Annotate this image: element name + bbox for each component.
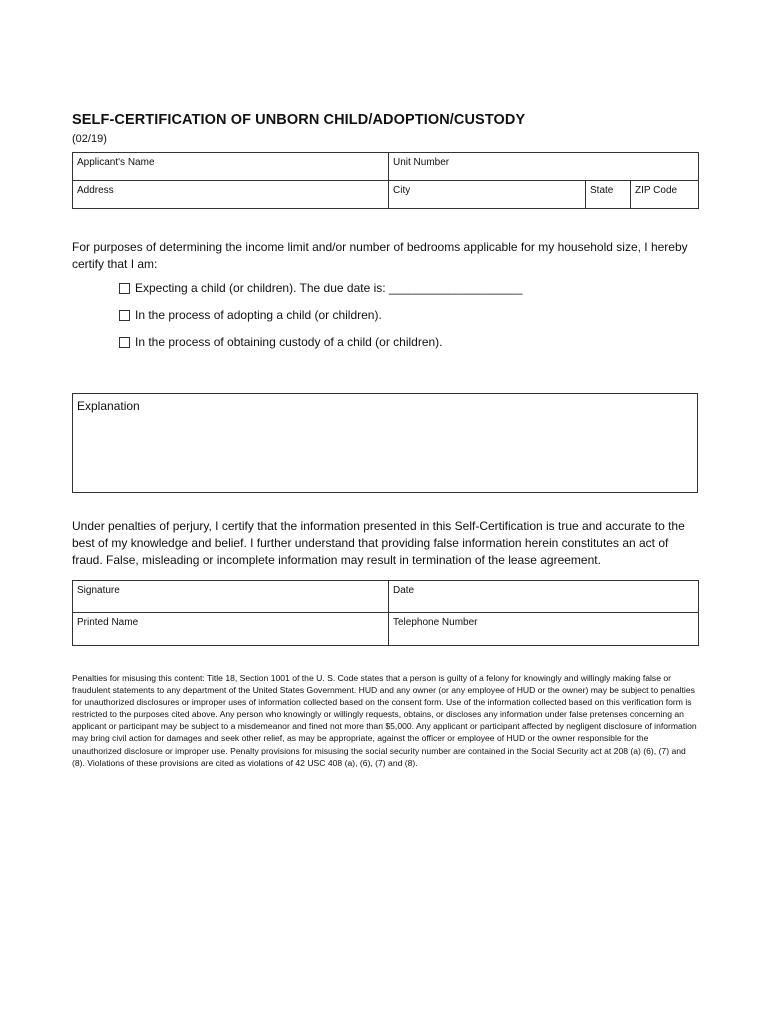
form-title: SELF-CERTIFICATION OF UNBORN CHILD/ADOPTION/CUSTODY xyxy=(72,112,526,128)
option-expecting-child[interactable] xyxy=(119,281,698,308)
date-label: Date xyxy=(393,585,415,596)
address-label: Address xyxy=(77,185,114,196)
applicant-name-field[interactable] xyxy=(73,153,389,181)
option-adopting-label: In the process of adopting a child (or children). xyxy=(135,308,382,322)
signature-label: Signature xyxy=(77,585,120,596)
option-adopting-child[interactable] xyxy=(119,308,698,335)
form-revision: (02/19) xyxy=(72,133,107,145)
certification-options xyxy=(119,281,698,362)
option-custody-label: In the process of obtaining custody of a child (or children). xyxy=(135,335,443,349)
option-custody-child[interactable] xyxy=(119,335,698,362)
telephone-number-label: Telephone Number xyxy=(393,617,478,628)
telephone-number-field[interactable] xyxy=(389,613,699,646)
state-field[interactable] xyxy=(586,181,631,209)
unit-number-field[interactable] xyxy=(389,153,699,181)
date-field[interactable] xyxy=(389,581,699,613)
intro-text: For purposes of determining the income limit and/or number of bedrooms applicable for my household size, I hereby certify that I am: xyxy=(72,240,688,271)
city-field[interactable] xyxy=(389,181,586,209)
signature-field[interactable] xyxy=(73,581,389,613)
perjury-statement: Under penalties of perjury, I certify that the information presented in this Self-Certification is true and accurate to the best of my knowledge and belief. I further understand that providing false information herein constitutes an act of fraud. False, misleading or incomplete information may result in termination of the lease agreement. xyxy=(72,519,685,567)
address-field[interactable] xyxy=(73,181,389,209)
explanation-box[interactable] xyxy=(72,393,698,493)
form-page xyxy=(72,112,698,769)
penalty-notice: Penalties for misusing this content: Title 18, Section 1001 of the U. S. Code states that a person is guilty of a felony for knowingly and willingly making false or fraudulent statements to any department of the United States Government. HUD and any owner (or any employee of HUD or the owner) may be subject to penalties for unauthorized disclosures or improper uses of information collected based on the consent form. Use of the information collected based on this verification form is restricted to the purposes cited above. Any person who knowingly or willingly requests, obtains, or discloses any information under false pretenses concerning an applicant or participant may be subject to a misdemeanor and fined not more than $5,000. Any applicant or participant affected by negligent disclosure of information may bring civil action for damages and seek other relief, as may be appropriate, against the officer or employee of HUD or the owner responsible for the unauthorized disclosure or improper use. Penalty provisions for misusing the social security number are contained in the Social Security act at 208 (a) (6), (7) and (8). Violations of these provisions are cited as violations of 42 USC 408 (a), (6), (7) and (8). xyxy=(72,673,697,768)
zip-code-field[interactable] xyxy=(631,181,699,209)
checkbox-expecting[interactable] xyxy=(119,283,130,294)
explanation-label: Explanation xyxy=(77,399,140,413)
applicant-name-label: Applicant's Name xyxy=(77,157,155,168)
applicant-info-table xyxy=(72,152,699,209)
signature-table xyxy=(72,580,699,646)
printed-name-field[interactable] xyxy=(73,613,389,646)
option-expecting-label: Expecting a child (or children). The due date is: ____________________ xyxy=(135,281,523,295)
printed-name-label: Printed Name xyxy=(77,617,139,628)
zip-code-label: ZIP Code xyxy=(635,185,678,196)
checkbox-custody[interactable] xyxy=(119,337,130,348)
state-label: State xyxy=(590,185,614,196)
city-label: City xyxy=(393,185,411,196)
checkbox-adopting[interactable] xyxy=(119,310,130,321)
unit-number-label: Unit Number xyxy=(393,157,450,168)
